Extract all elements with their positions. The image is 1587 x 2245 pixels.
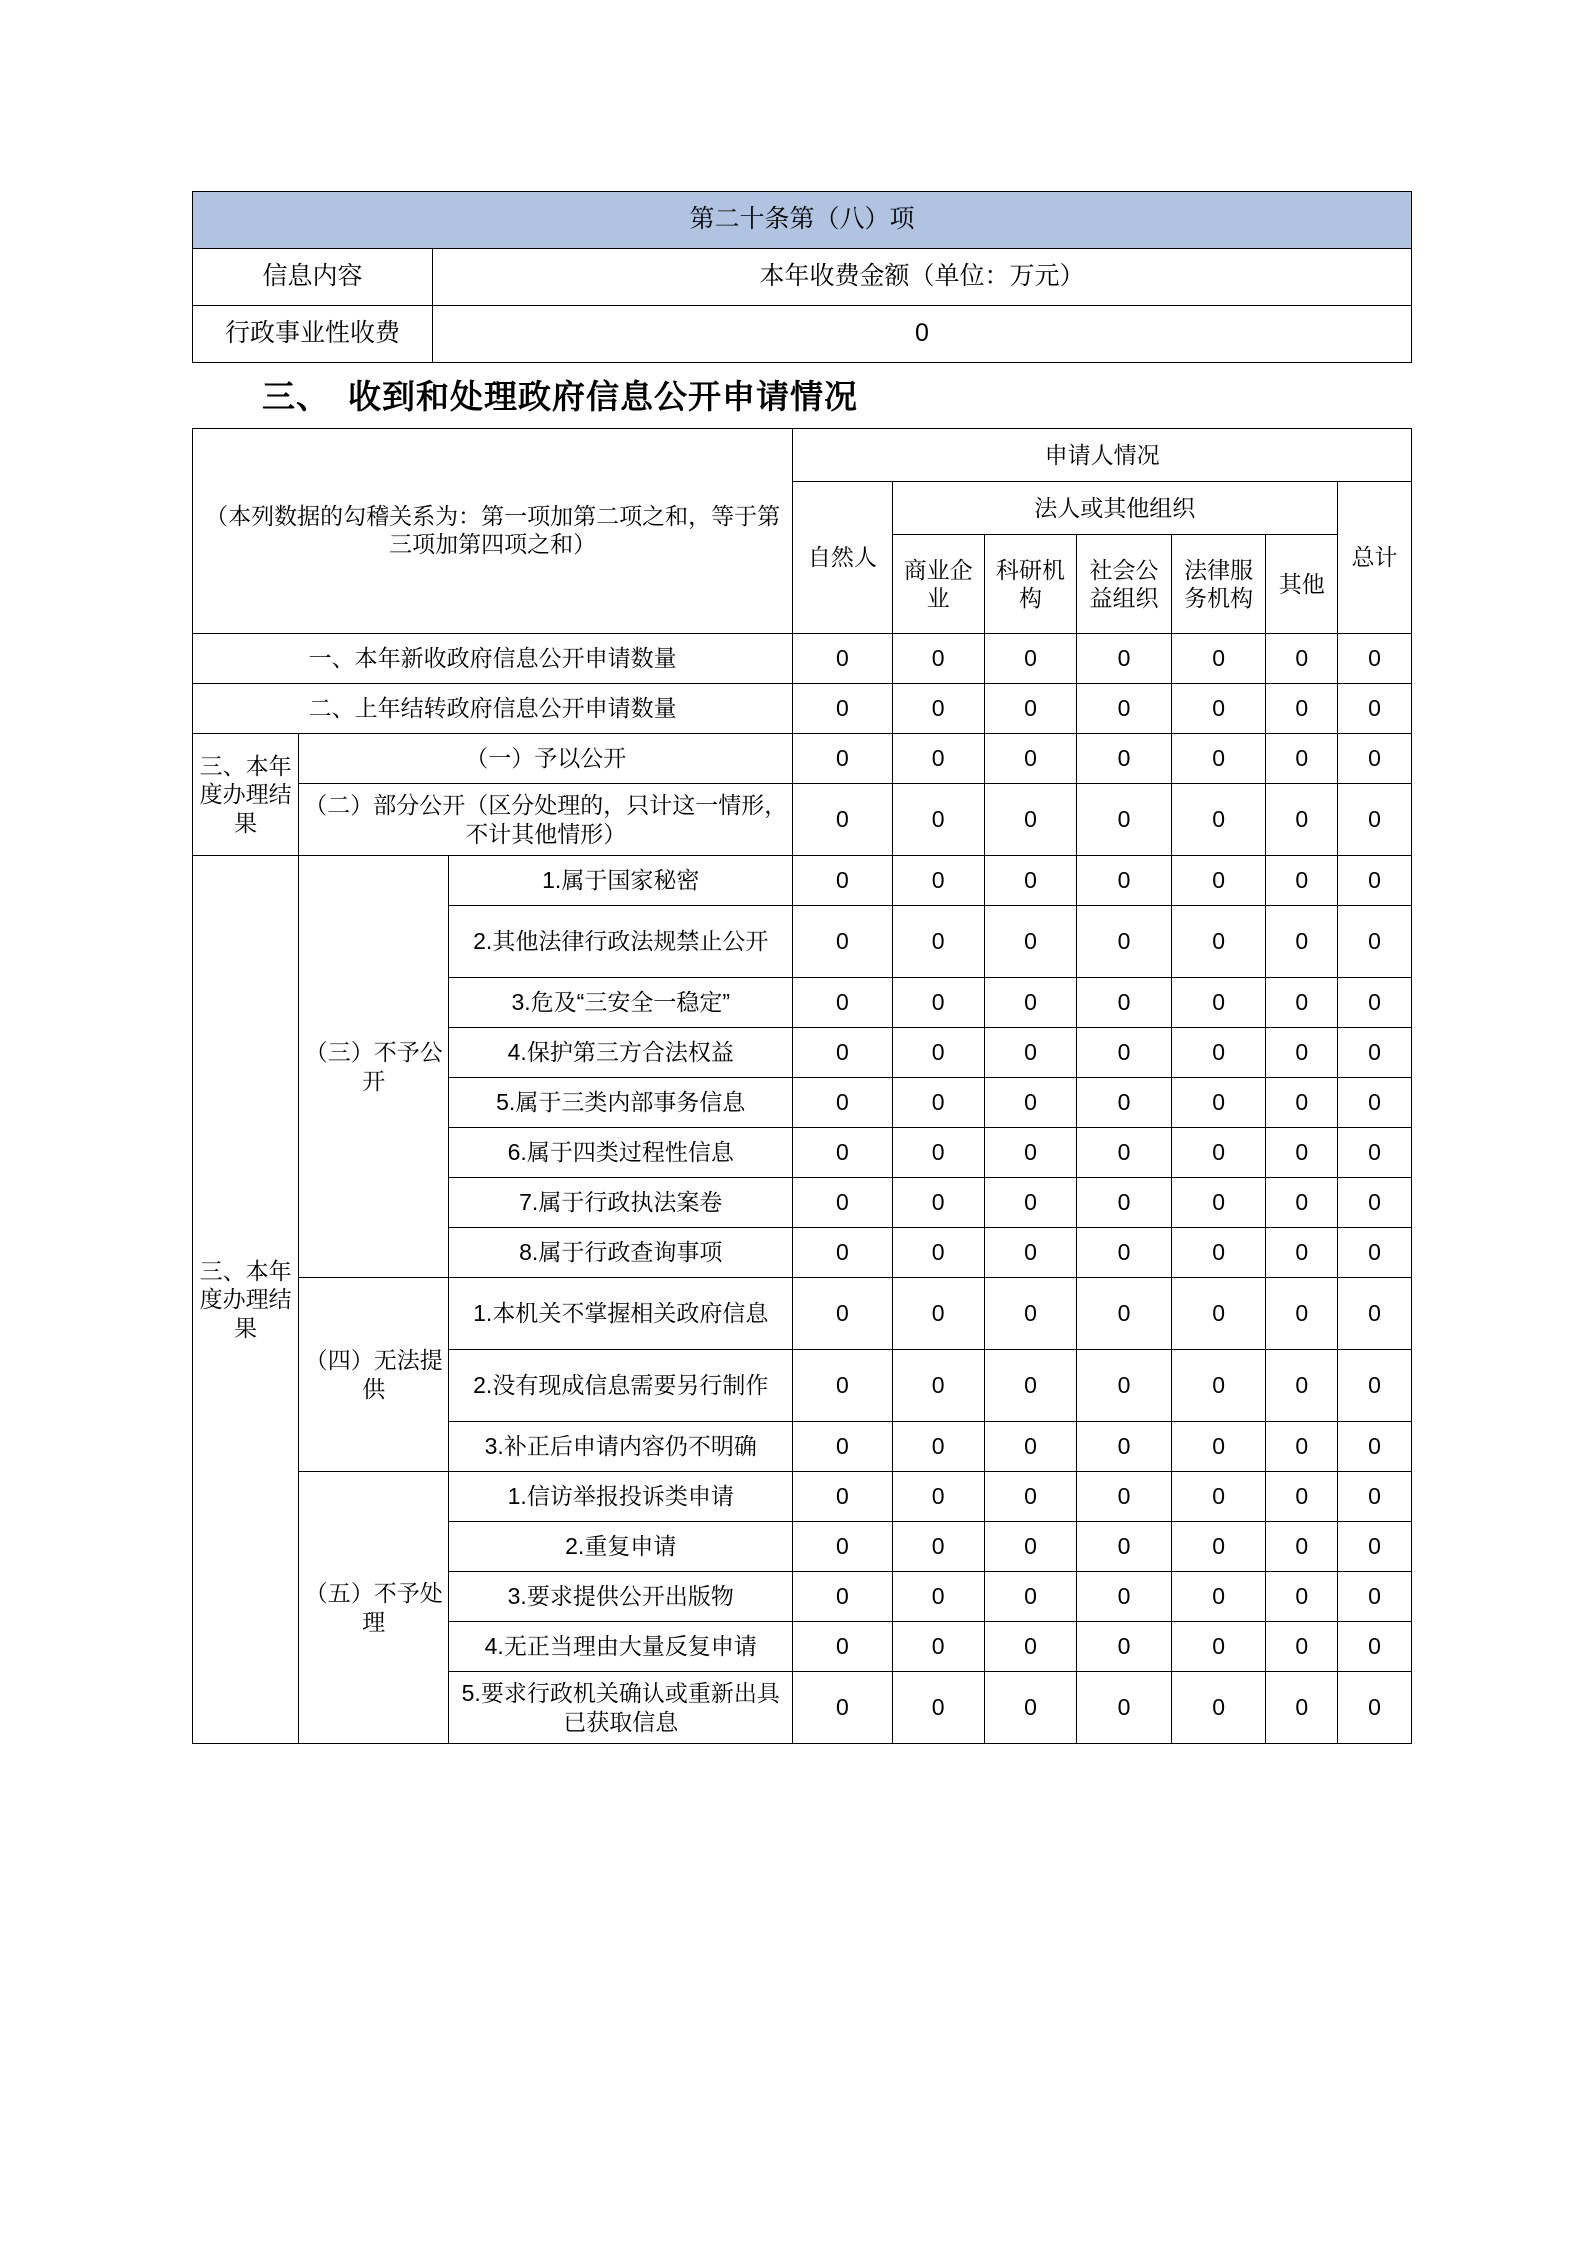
cell-value: 0: [1077, 1028, 1172, 1078]
cell-value: 0: [892, 1278, 984, 1350]
table-row: [193, 856, 1412, 906]
cell-value: 0: [1077, 1128, 1172, 1178]
cell-value: 0: [1171, 1572, 1266, 1622]
table-row: [193, 784, 1412, 856]
cell-value: 0: [1077, 1622, 1172, 1672]
cell-value: 0: [793, 784, 892, 856]
cell-value: 0: [1077, 1350, 1172, 1422]
cell-value: 0: [984, 1178, 1076, 1228]
cell-value: 0: [984, 978, 1076, 1028]
cell-value: 0: [1266, 906, 1338, 978]
cell-value: 0: [793, 684, 892, 734]
cell-value: 0: [892, 1472, 984, 1522]
fee-row-label: 行政事业性收费: [193, 306, 433, 363]
row-label-item: 2.没有现成信息需要另行制作: [449, 1350, 793, 1422]
cell-value: 0: [1338, 1278, 1412, 1350]
cell-value: 0: [892, 1228, 984, 1278]
cell-value: 0: [1266, 1128, 1338, 1178]
header-social-welfare-org: 社会公益组织: [1077, 535, 1172, 634]
cell-value: 0: [1338, 734, 1412, 784]
cell-value: 0: [1338, 1128, 1412, 1178]
subgroup-label-no-disclosure: （三）不予公开: [299, 856, 449, 1278]
cell-value: 0: [1266, 1350, 1338, 1422]
cell-value: 0: [984, 1028, 1076, 1078]
cell-value: 0: [892, 684, 984, 734]
row-label-item: 8.属于行政查询事项: [449, 1228, 793, 1278]
cell-value: 0: [1266, 1178, 1338, 1228]
cell-value: 0: [1171, 856, 1266, 906]
cell-value: 0: [984, 634, 1076, 684]
cell-value: 0: [1171, 1278, 1266, 1350]
cell-value: 0: [1338, 784, 1412, 856]
row-label-item: 1.本机关不掌握相关政府信息: [449, 1278, 793, 1350]
cell-value: 0: [793, 1278, 892, 1350]
cell-value: 0: [1266, 784, 1338, 856]
cell-value: 0: [984, 1572, 1076, 1622]
cell-value: 0: [1171, 1522, 1266, 1572]
cell-value: 0: [793, 1350, 892, 1422]
cell-value: 0: [892, 1522, 984, 1572]
cell-value: 0: [892, 1672, 984, 1744]
cell-value: 0: [1338, 1078, 1412, 1128]
cell-value: 0: [793, 1128, 892, 1178]
cell-value: 0: [892, 1422, 984, 1472]
cell-value: 0: [793, 1028, 892, 1078]
section-title: 收到和处理政府信息公开申请情况: [348, 378, 858, 415]
row-label-item: 2.其他法律行政法规禁止公开: [449, 906, 793, 978]
cell-value: 0: [1338, 1178, 1412, 1228]
applications-table-container: [192, 428, 1412, 1744]
cell-value: 0: [793, 1572, 892, 1622]
table-row: [193, 634, 1412, 684]
cell-value: 0: [984, 1522, 1076, 1572]
cell-value: 0: [1077, 1422, 1172, 1472]
cell-value: 0: [984, 734, 1076, 784]
row-label-item: 2.重复申请: [449, 1522, 793, 1572]
cell-value: 0: [793, 1078, 892, 1128]
cell-value: 0: [984, 1422, 1076, 1472]
cell-value: 0: [1077, 1472, 1172, 1522]
cell-value: 0: [1338, 1572, 1412, 1622]
cell-value: 0: [1338, 1672, 1412, 1744]
fee-table-header-row: [193, 192, 1412, 249]
cell-value: 0: [892, 1350, 984, 1422]
cell-value: 0: [793, 1472, 892, 1522]
row-label-item: 3.补正后申请内容仍不明确: [449, 1422, 793, 1472]
cell-value: 0: [1077, 856, 1172, 906]
cell-value: 0: [1266, 1078, 1338, 1128]
cell-value: 0: [1077, 784, 1172, 856]
cell-value: 0: [793, 1522, 892, 1572]
cell-value: 0: [892, 1078, 984, 1128]
cell-value: 0: [1266, 684, 1338, 734]
cell-value: 0: [1077, 684, 1172, 734]
fee-table-container: [192, 191, 1412, 363]
header-research-institution: 科研机构: [984, 535, 1076, 634]
cell-value: 0: [1171, 784, 1266, 856]
cell-value: 0: [984, 906, 1076, 978]
row-label-item: 3.危及“三安全一稳定”: [449, 978, 793, 1028]
cell-value: 0: [1077, 734, 1172, 784]
calculation-note: （本列数据的勾稽关系为：第一项加第二项之和，等于第三项加第四项之和）: [193, 429, 793, 634]
cell-value: 0: [1077, 906, 1172, 978]
cell-value: 0: [984, 1228, 1076, 1278]
cell-value: 0: [1077, 634, 1172, 684]
cell-value: 0: [1338, 1028, 1412, 1078]
table-row: [193, 684, 1412, 734]
row-label-item: 1.信访举报投诉类申请: [449, 1472, 793, 1522]
cell-value: 0: [984, 1350, 1076, 1422]
group-label-annual-results-b: 三、本年度办理结果: [193, 856, 299, 1744]
header-legal-service-org: 法律服务机构: [1171, 535, 1266, 634]
cell-value: 0: [1338, 1422, 1412, 1472]
cell-value: 0: [1171, 684, 1266, 734]
cell-value: 0: [1171, 734, 1266, 784]
applications-table: [192, 428, 1412, 1744]
cell-value: 0: [1338, 1228, 1412, 1278]
table-row: [193, 734, 1412, 784]
cell-value: 0: [984, 1078, 1076, 1128]
cell-value: 0: [1338, 634, 1412, 684]
cell-value: 0: [892, 1178, 984, 1228]
fee-table-data-row: [193, 306, 1412, 363]
cell-value: 0: [1171, 634, 1266, 684]
subgroup-label-no-processing: （五）不予处理: [299, 1472, 449, 1744]
cell-value: 0: [1171, 1472, 1266, 1522]
section-number: 三、: [262, 378, 330, 415]
cell-value: 0: [793, 856, 892, 906]
cell-value: 0: [984, 856, 1076, 906]
row-label-new-applications: 一、本年新收政府信息公开申请数量: [193, 634, 793, 684]
cell-value: 0: [1338, 856, 1412, 906]
cell-value: 0: [1171, 978, 1266, 1028]
cell-value: 0: [1171, 906, 1266, 978]
header-natural-person: 自然人: [793, 482, 892, 634]
cell-value: 0: [793, 1228, 892, 1278]
cell-value: 0: [892, 784, 984, 856]
cell-value: 0: [793, 734, 892, 784]
header-applicant-situation: 申请人情况: [793, 429, 1412, 482]
cell-value: 0: [793, 1178, 892, 1228]
cell-value: 0: [1266, 634, 1338, 684]
cell-value: 0: [1338, 1622, 1412, 1672]
cell-value: 0: [1266, 1472, 1338, 1522]
cell-value: 0: [1338, 978, 1412, 1028]
row-label-item: 6.属于四类过程性信息: [449, 1128, 793, 1178]
cell-value: 0: [1077, 1278, 1172, 1350]
cell-value: 0: [1266, 978, 1338, 1028]
cell-value: 0: [1171, 1078, 1266, 1128]
cell-value: 0: [1171, 1228, 1266, 1278]
cell-value: 0: [1266, 1672, 1338, 1744]
cell-value: 0: [793, 1422, 892, 1472]
cell-value: 0: [793, 1622, 892, 1672]
cell-value: 0: [1171, 1028, 1266, 1078]
row-label-item: 5.要求行政机关确认或重新出具已获取信息: [449, 1672, 793, 1744]
cell-value: 0: [984, 1672, 1076, 1744]
fee-row-value: 0: [433, 306, 1412, 363]
cell-value: 0: [1266, 1572, 1338, 1622]
cell-value: 0: [1266, 1278, 1338, 1350]
row-label-disclose: （一）予以公开: [299, 734, 793, 784]
cell-value: 0: [984, 684, 1076, 734]
cell-value: 0: [1077, 1178, 1172, 1228]
fee-table-column-row: [193, 249, 1412, 306]
cell-value: 0: [892, 1572, 984, 1622]
row-label-item: 1.属于国家秘密: [449, 856, 793, 906]
cell-value: 0: [1338, 1472, 1412, 1522]
header-legal-entity: 法人或其他组织: [892, 482, 1338, 535]
row-label-item: 5.属于三类内部事务信息: [449, 1078, 793, 1128]
cell-value: 0: [1338, 684, 1412, 734]
cell-value: 0: [984, 784, 1076, 856]
cell-value: 0: [1171, 1672, 1266, 1744]
cell-value: 0: [1266, 1622, 1338, 1672]
row-label-item: 4.保护第三方合法权益: [449, 1028, 793, 1078]
header-other: 其他: [1266, 535, 1338, 634]
cell-value: 0: [793, 906, 892, 978]
fee-table-title: 第二十条第（八）项: [193, 192, 1412, 249]
cell-value: 0: [892, 978, 984, 1028]
row-label-partial-disclose: （二）部分公开（区分处理的，只计这一情形，不计其他情形）: [299, 784, 793, 856]
cell-value: 0: [1077, 1078, 1172, 1128]
cell-value: 0: [1266, 1422, 1338, 1472]
header-commercial-enterprise: 商业企业: [892, 535, 984, 634]
cell-value: 0: [1171, 1622, 1266, 1672]
cell-value: 0: [1077, 1522, 1172, 1572]
table-row: [193, 1278, 1412, 1350]
header-total: 总计: [1338, 482, 1412, 634]
cell-value: 0: [1171, 1128, 1266, 1178]
cell-value: 0: [984, 1128, 1076, 1178]
cell-value: 0: [793, 978, 892, 1028]
table-row: [193, 1472, 1412, 1522]
cell-value: 0: [1266, 1028, 1338, 1078]
cell-value: 0: [1077, 1572, 1172, 1622]
subgroup-label-unable-to-provide: （四）无法提供: [299, 1278, 449, 1472]
fee-table: [192, 191, 1412, 363]
cell-value: 0: [892, 1128, 984, 1178]
cell-value: 0: [1338, 1522, 1412, 1572]
cell-value: 0: [1266, 734, 1338, 784]
fee-col-amount-label: 本年收费金额（单位：万元）: [433, 249, 1412, 306]
row-label-item: 3.要求提供公开出版物: [449, 1572, 793, 1622]
fee-col-info-label: 信息内容: [193, 249, 433, 306]
row-label-item: 7.属于行政执法案卷: [449, 1178, 793, 1228]
page-title: [262, 371, 858, 418]
cell-value: 0: [1171, 1422, 1266, 1472]
cell-value: 0: [892, 856, 984, 906]
cell-value: 0: [1266, 856, 1338, 906]
cell-value: 0: [793, 1672, 892, 1744]
cell-value: 0: [1171, 1178, 1266, 1228]
row-label-carried-over: 二、上年结转政府信息公开申请数量: [193, 684, 793, 734]
cell-value: 0: [1077, 978, 1172, 1028]
cell-value: 0: [793, 634, 892, 684]
cell-value: 0: [892, 1028, 984, 1078]
cell-value: 0: [1077, 1672, 1172, 1744]
table-header-row-1: [193, 429, 1412, 482]
cell-value: 0: [892, 1622, 984, 1672]
cell-value: 0: [984, 1622, 1076, 1672]
cell-value: 0: [1266, 1522, 1338, 1572]
cell-value: 0: [1266, 1228, 1338, 1278]
row-label-item: 4.无正当理由大量反复申请: [449, 1622, 793, 1672]
group-label-annual-results-a: 三、本年度办理结果: [193, 734, 299, 856]
cell-value: 0: [892, 634, 984, 684]
cell-value: 0: [1338, 906, 1412, 978]
cell-value: 0: [892, 906, 984, 978]
cell-value: 0: [984, 1472, 1076, 1522]
cell-value: 0: [1338, 1350, 1412, 1422]
cell-value: 0: [1171, 1350, 1266, 1422]
cell-value: 0: [892, 734, 984, 784]
cell-value: 0: [1077, 1228, 1172, 1278]
cell-value: 0: [984, 1278, 1076, 1350]
